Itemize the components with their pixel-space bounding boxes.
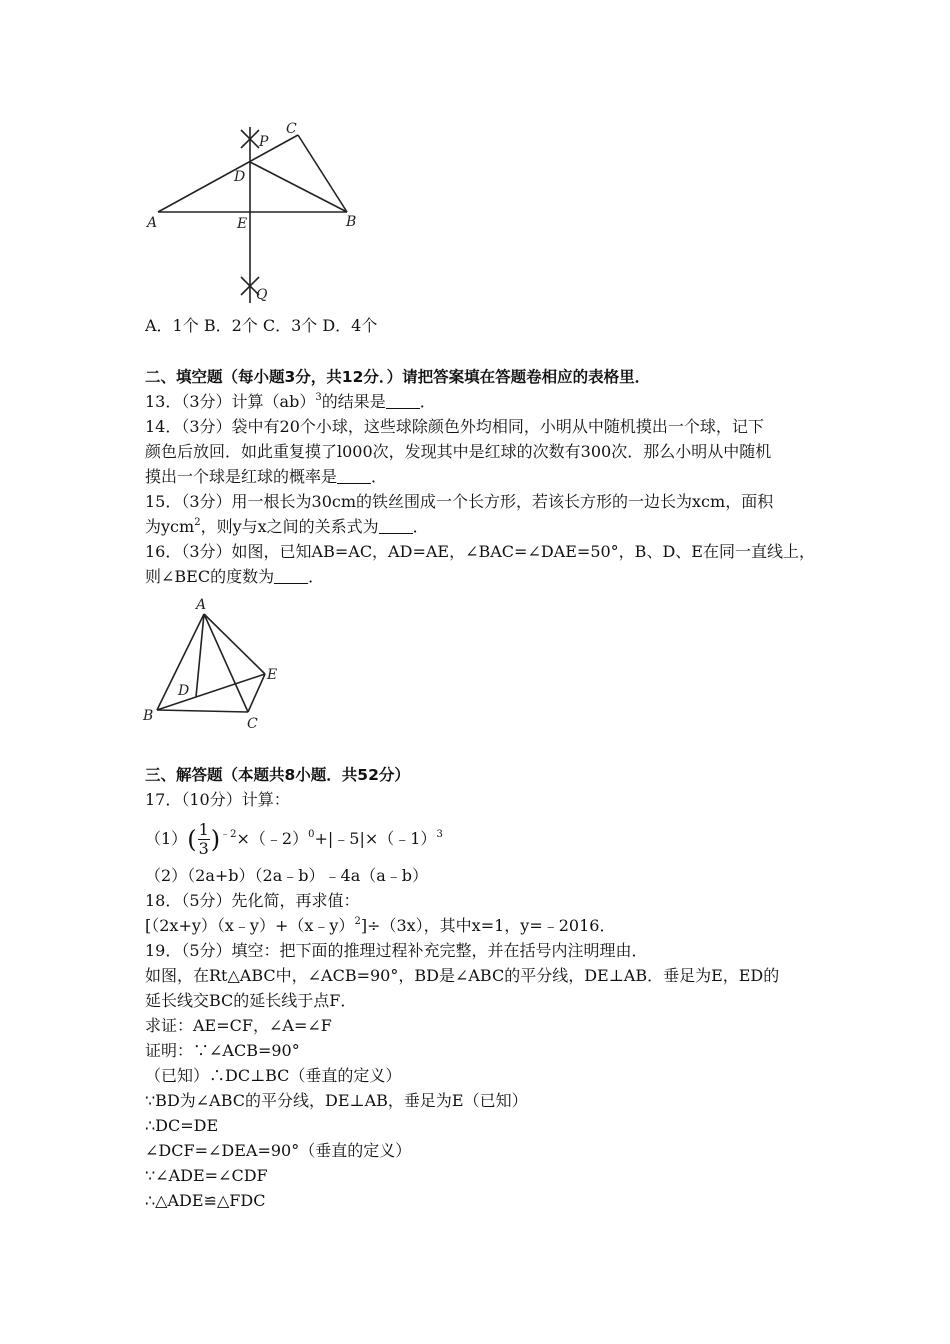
- question-19-line6: ∵BD为∠ABC的平分线，DE⊥AB，垂足为E（已知）: [145, 1091, 528, 1110]
- label-E: E: [237, 216, 248, 232]
- question-19-line7: ∴DC=DE: [145, 1116, 219, 1135]
- question-13: 13．（3分）计算（ab）$^3$的结果是 ．: [145, 392, 436, 411]
- question-18-title: 18．（5分）先化简，再求值：: [145, 891, 360, 910]
- answer-blank: [379, 519, 413, 534]
- section2-heading: 二、填空题（每小题3分，共12分．）请把答案填在答题卷相应的表格里．: [145, 368, 651, 386]
- label-P: P: [259, 134, 269, 150]
- label-D: D: [234, 169, 246, 185]
- question-17-part1: （1）( $\frac{1}{3}$ )$^{﹣2}$×（﹣2）$^0$+|﹣5|×（﹣1）$^3$: [145, 820, 443, 858]
- question-19-line10: ∴△ADE≌△FDC: [145, 1191, 266, 1210]
- question-14-line3: 摸出一个球是红球的概率是 ．: [145, 467, 388, 486]
- figure-perpendicular-bisector: [140, 115, 380, 315]
- answer-blank: [337, 469, 371, 484]
- question-16-line1: 16．（3分）如图，已知AB=AC，AD=AE，∠BAC=∠DAE=50°，B、D、E在同一直线上，: [145, 542, 815, 561]
- question-19-line5: （已知）∴DC⊥BC（垂直的定义）: [145, 1066, 402, 1085]
- label-C: C: [286, 121, 297, 137]
- answer-blank: [386, 394, 420, 409]
- section3-heading: 三、解答题（本题共8小题．共52分）: [145, 766, 410, 784]
- label-A: A: [147, 215, 158, 231]
- question-14-line2: 颜色后放回．如此重复摸了l000次，发现其中是红球的次数有300次．那么小明从中随机: [145, 442, 772, 461]
- question-19-line9: ∵∠ADE=∠CDF: [145, 1166, 268, 1185]
- answer-blank: [274, 569, 308, 584]
- question-19-line1: 如图，在Rt△ABC中，∠ACB=90°，BD是∠ABC的平分线，DE⊥AB．垂足为E，ED的: [145, 966, 780, 985]
- question-19-title: 19．（5分）填空：把下面的推理过程补充完整，并在括号内注明理由．: [145, 941, 648, 960]
- question-15-line1: 15．（3分）用一根长为30cm的铁丝围成一个长方形，若该长方形的一边长为xcm，面积: [145, 492, 774, 511]
- question-19-line8: ∠DCF=∠DEA=90°（垂直的定义）: [145, 1141, 412, 1160]
- question-14-line1: 14．（3分）袋中有20个小球，这些球除颜色外均相同，小明从中随机摸出一个球，记下: [145, 417, 764, 436]
- label-B: B: [346, 214, 357, 230]
- question-17-part2: （2）（2a+b）（2a﹣b）﹣4a（a﹣b）: [145, 866, 429, 885]
- question-16-line2: 则∠BEC的度数为 ．: [145, 567, 325, 586]
- fig2-label-D: D: [178, 683, 190, 699]
- fraction-one-third: $\frac{1}{3}$: [198, 820, 209, 858]
- fig2-label-A: A: [196, 597, 207, 613]
- label-Q: Q: [256, 287, 268, 303]
- question-15-line2: 为ycm$^2$，则y与x之间的关系式为 ．: [145, 517, 429, 536]
- options-line: A．1个 B．2个 C．3个 D．4个: [145, 316, 378, 335]
- question-19-line2: 延长线交BC的延长线于点F．: [145, 991, 357, 1010]
- fig2-label-C: C: [247, 716, 258, 732]
- figure-triangles: [140, 594, 290, 734]
- question-18-expression: [（2x+y）（x﹣y）+（x﹣y）$^2$]÷（3x），其中x=1，y=﹣2016．: [145, 916, 616, 935]
- question-19-line4: 证明：∵∠ACB=90°: [145, 1041, 300, 1060]
- fig2-label-E: E: [267, 667, 278, 683]
- question-17-title: 17．（10分）计算：: [145, 790, 290, 809]
- fig2-label-B: B: [143, 708, 154, 724]
- question-19-line3: 求证：AE=CF，∠A=∠F: [145, 1016, 332, 1035]
